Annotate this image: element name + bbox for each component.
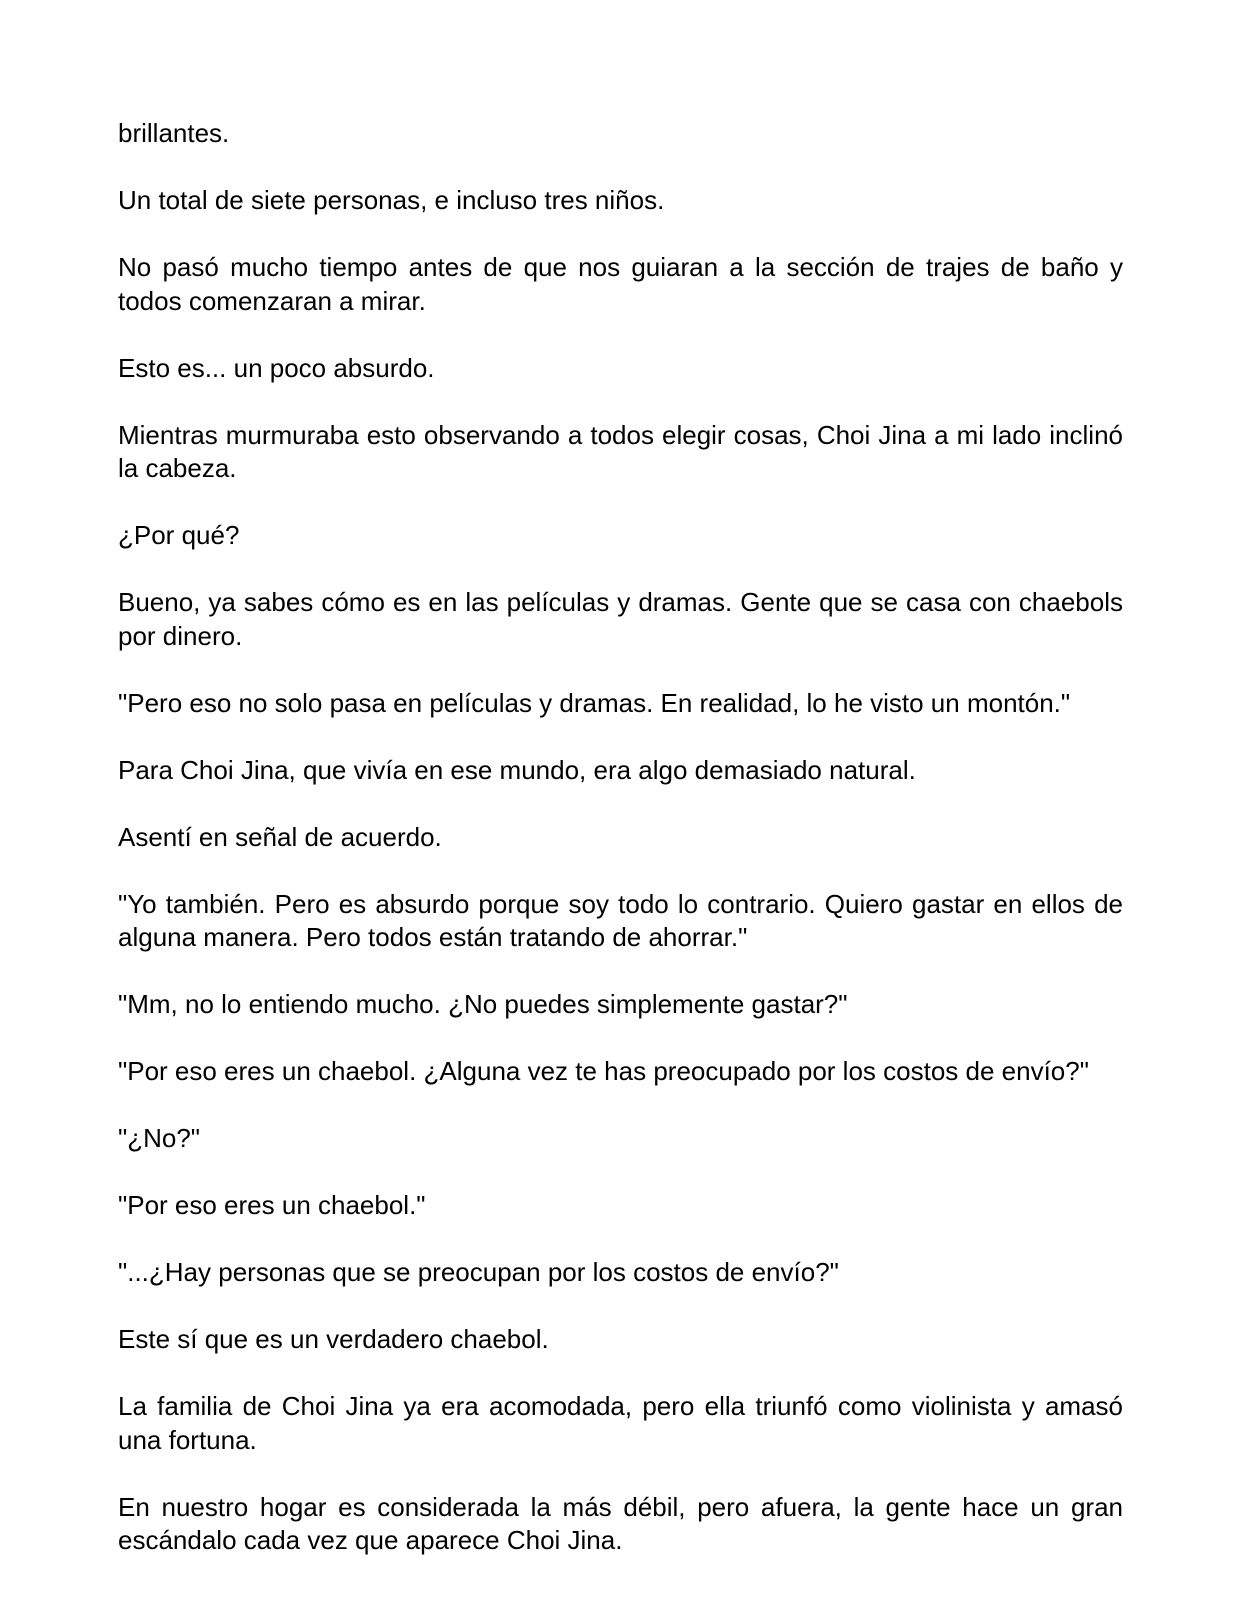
paragraph: ¿Por qué? xyxy=(118,520,240,550)
paragraph: "¿No?" xyxy=(118,1123,201,1153)
paragraph: Un total de siete personas, e incluso tres niños. xyxy=(118,185,665,215)
paragraph: La familia de Choi Jina ya era acomodada, pero ella triunfó como violinista y amasó una fortuna. xyxy=(118,1391,1123,1455)
paragraph: Mientras murmuraba esto observando a todos elegir cosas, Choi Jina a mi lado inclinó la cabeza. xyxy=(118,419,1123,483)
paragraph: Este sí que es un verdadero chaebol. xyxy=(118,1324,549,1354)
paragraph: brillantes. xyxy=(118,118,230,148)
paragraph: "Yo también. Pero es absurdo porque soy todo lo contrario. Quiero gastar en ellos de alguna manera. Pero todos están tratando de ahorrar." xyxy=(118,888,1123,952)
paragraph: "Pero eso no solo pasa en películas y dramas. En realidad, lo he visto un montón." xyxy=(118,687,1071,718)
paragraph: "Mm, no lo entiendo mucho. ¿No puedes simplemente gastar?" xyxy=(118,989,848,1019)
paragraph: No pasó mucho tiempo antes de que nos guiaran a la sección de trajes de baño y todos comenzaran a mirar. xyxy=(118,252,1123,316)
document-body xyxy=(118,117,1123,1591)
paragraph: Asentí en señal de acuerdo. xyxy=(118,821,442,852)
paragraph: Esto es... un poco absurdo. xyxy=(118,352,435,383)
paragraph: Bueno, ya sabes cómo es en las películas y dramas. Gente que se casa con chaebols por dinero. xyxy=(118,587,1123,651)
paragraph: En nuestro hogar es considerada la más débil, pero afuera, la gente hace un gran escándalo cada vez que aparece Choi Jina. xyxy=(118,1491,1123,1555)
paragraph: "Por eso eres un chaebol." xyxy=(118,1190,426,1220)
paragraph: "Por eso eres un chaebol. ¿Alguna vez te has preocupado por los costos de envío?" xyxy=(118,1056,1089,1086)
paragraph: Para Choi Jina, que vivía en ese mundo, era algo demasiado natural. xyxy=(118,754,916,785)
paragraph: "...¿Hay personas que se preocupan por los costos de envío?" xyxy=(118,1257,839,1287)
